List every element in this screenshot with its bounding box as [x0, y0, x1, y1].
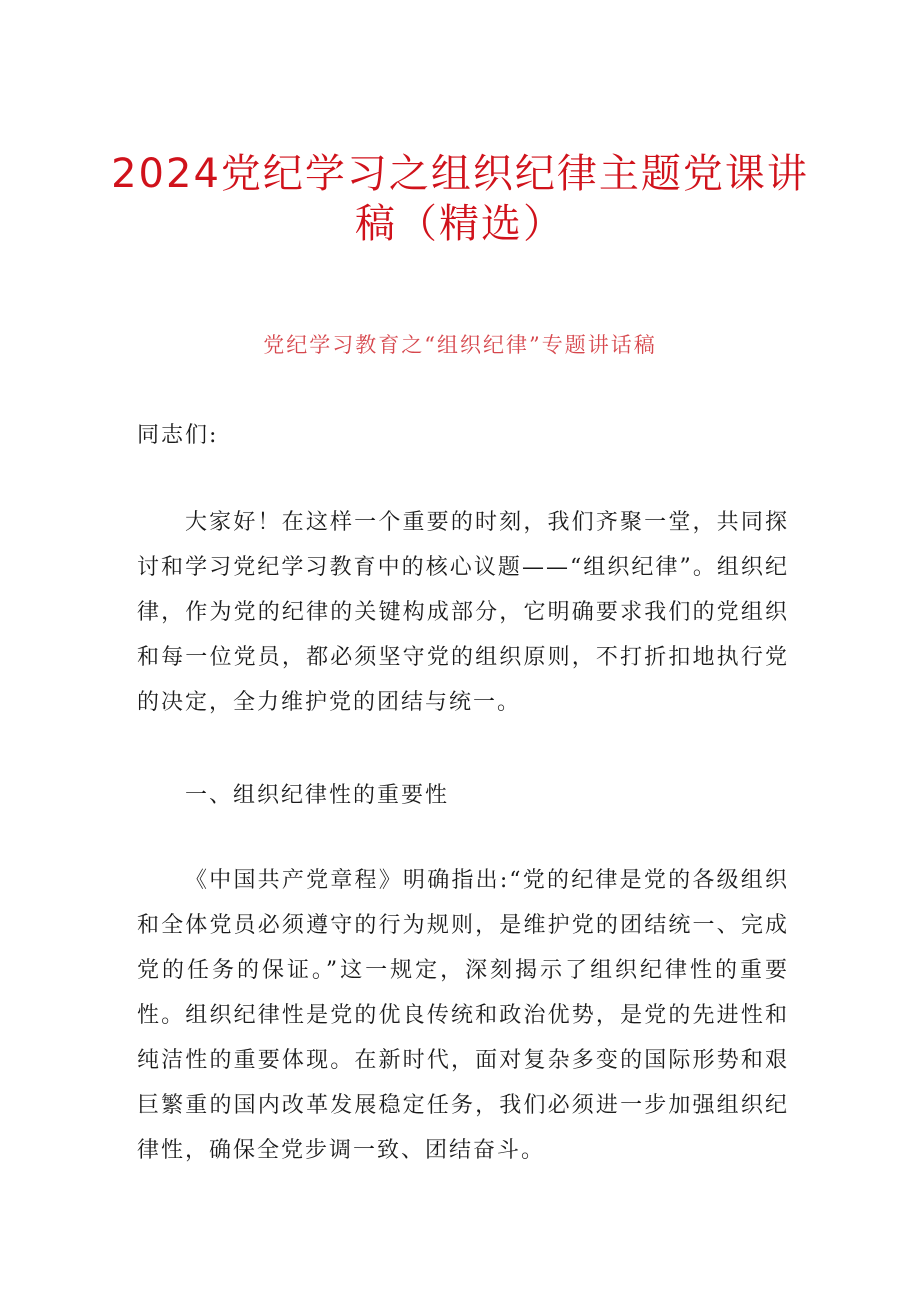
paragraph-section-1: 《中国共产党章程》明确指出:“党的纪律是党的各级组织和全体党员必须遵守的行为规则，是维护党的团结统一、完成党的任务的保证。”这一规定，深刻揭示了组织纪律性的重要性。组织纪律性是党的优良传统和政治优势，是党的先进性和纯洁性的重要体现。在新时代，面对复杂多变的国际形势和艰巨繁重的国内改革发展稳定任务，我们必须进一步加强组织纪律性，确保全党步调一致、团结奋斗。 [137, 868, 789, 1163]
document-title-line-1: 2024党纪学习之组织纪律主题党课讲 [111, 151, 809, 197]
paragraph-intro: 大家好！在这样一个重要的时刻，我们齐聚一堂，共同探讨和学习党纪学习教育中的核心议题——“组织纪律”。组织纪律，作为党的纪律的关键构成部分，它明确要求我们的党组织和每一位党员，都必须坚守党的组织原则，不打折扣地执行党的决定，全力维护党的团结与统一。 [137, 510, 789, 715]
greeting: 同志们: [137, 423, 219, 448]
document-title-line-2: 稿（精选） [355, 201, 565, 247]
section-heading-1: 一、组织纪律性的重要性 [185, 783, 450, 808]
document-subtitle: 党纪学习教育之“组织纪律”专题讲话稿 [263, 333, 657, 357]
